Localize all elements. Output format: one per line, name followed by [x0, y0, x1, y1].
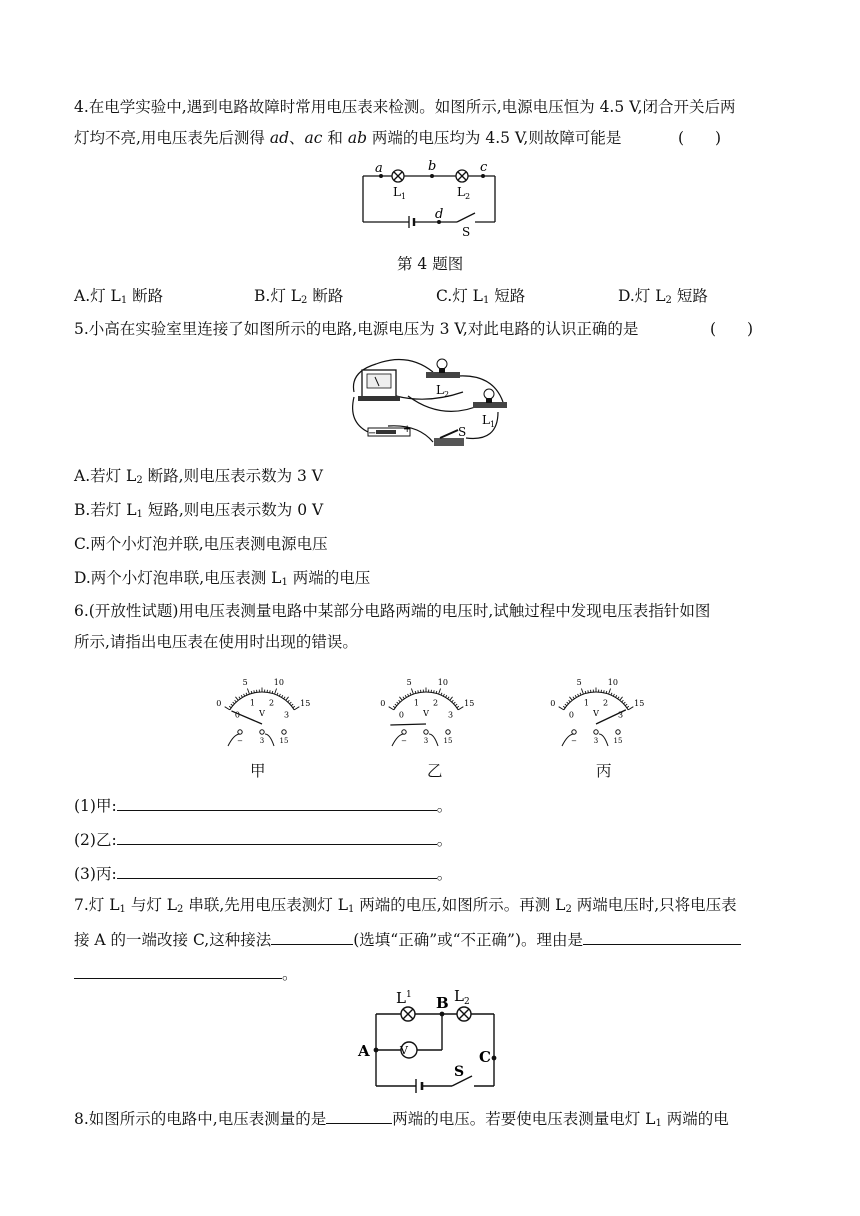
- dial-tick: [251, 691, 252, 693]
- q7-label-s: S: [454, 1064, 465, 1080]
- dial-tick: [270, 690, 271, 692]
- dial-tick: [585, 691, 586, 693]
- dial-tick: [235, 697, 238, 701]
- dial-tick: [405, 695, 406, 697]
- dial-label-inner: 0: [234, 710, 240, 720]
- dial-tick: [628, 707, 633, 710]
- q7-voltmeter-v: V: [400, 1044, 408, 1057]
- q4-option-c: C.灯 $L_1$ 短路: [436, 287, 526, 306]
- q6-caption-bing: 丙: [596, 762, 612, 780]
- terminal-label-3: 3: [423, 737, 429, 745]
- terminal-15: [282, 730, 286, 734]
- dial-tick: [277, 693, 278, 695]
- dial-tick: [244, 694, 245, 696]
- terminal-3: [260, 730, 264, 734]
- terminal-15: [616, 730, 620, 734]
- dial-tick: [272, 691, 273, 693]
- dial-label-inner: 3: [618, 710, 624, 720]
- dial-tick: [291, 704, 293, 706]
- q5-physical-circuit: [348, 352, 513, 454]
- dial-tick: [284, 697, 285, 699]
- dial-tick: [578, 694, 579, 696]
- q7-blank-reason-2[interactable]: [74, 962, 282, 979]
- terminal-label-minus: −: [237, 737, 243, 745]
- dial-tick: [254, 690, 255, 692]
- q4-sep: 、: [289, 129, 305, 147]
- terminal-15: [446, 730, 450, 734]
- dial-tick: [418, 690, 419, 692]
- q4-answer-paren: ( ): [678, 129, 722, 147]
- q4-circuit-diagram: [355, 158, 505, 238]
- terminal-3: [424, 730, 428, 734]
- dial-label-outer: 10: [437, 677, 448, 687]
- dial-tick: [567, 702, 569, 704]
- terminal-3: [594, 730, 598, 734]
- q4-label-s: S: [462, 225, 471, 239]
- dial-tick: [399, 700, 401, 702]
- dial-arc: [564, 692, 628, 710]
- dial-arc: [230, 692, 294, 710]
- q5-label-l1: $L_1$: [482, 413, 496, 429]
- dial-label-inner: 3: [448, 710, 454, 720]
- q6-blank-1[interactable]: [117, 794, 437, 811]
- dial-tick: [290, 702, 292, 704]
- dial-tick: [624, 702, 626, 704]
- q4-text-b: 两端的电压均为 4.5 V,则故障可能是: [367, 129, 622, 147]
- dial-tick: [441, 693, 442, 695]
- dial-tick: [606, 691, 607, 693]
- q4-ac: ac: [304, 129, 323, 147]
- dial-tick: [569, 697, 572, 701]
- dial-tick: [282, 695, 283, 697]
- dial-label-outer: 15: [634, 698, 645, 708]
- dial-label-outer: 15: [464, 698, 475, 708]
- dial-tick: [246, 693, 247, 695]
- voltmeter-device: [358, 370, 400, 401]
- q4-ab: ab: [347, 129, 367, 147]
- dial-tick: [618, 697, 619, 699]
- q7-stem-line2: 接 A 的一端改接 C,这种接法 (选填“正确”或“不正确”)。理由是: [74, 928, 741, 951]
- dial-arc: [394, 692, 458, 710]
- dial-tick: [569, 700, 571, 702]
- dial-tick: [247, 688, 249, 694]
- dial-tick: [395, 704, 397, 706]
- dial-tick: [613, 694, 614, 696]
- dial-tick: [233, 702, 235, 704]
- dial-label-outer: 5: [242, 677, 248, 687]
- dial-tick: [410, 693, 411, 695]
- dial-tick: [231, 704, 233, 706]
- q4-caption: 第 4 题图: [397, 255, 464, 273]
- q4-ad: ad: [269, 129, 290, 147]
- dial-needle: [390, 724, 426, 725]
- voltmeter-bing: [540, 668, 652, 748]
- dial-tick: [275, 688, 277, 694]
- q6-answer-1: (1)甲: 。: [74, 794, 452, 817]
- dial-label-outer: 0: [216, 698, 222, 708]
- q6-stem-line2: 所示,请指出电压表在使用时出现的错误。: [74, 633, 358, 651]
- dial-tick: [288, 700, 290, 702]
- dial-unit: V: [593, 709, 599, 718]
- dial-tick: [411, 688, 413, 694]
- q4-option-b: B.灯 $L_2$ 断路: [254, 287, 344, 306]
- q5-label-l2: $L_2$: [436, 383, 450, 399]
- terminal-label-minus: −: [401, 737, 407, 745]
- q7-circuit-diagram: [358, 988, 508, 1092]
- dial-label-outer: 5: [576, 677, 582, 687]
- q6-blank-2[interactable]: [117, 828, 437, 845]
- dial-tick: [399, 697, 402, 701]
- terminal-label-15: 15: [443, 737, 453, 745]
- dial-label-outer: 10: [273, 677, 284, 687]
- dial-unit: V: [423, 709, 429, 718]
- dial-tick: [397, 702, 399, 704]
- dial-tick: [559, 707, 564, 710]
- q7-stem-line1: 7.灯 $L_1$ 与灯 $L_2$ 串联,先用电压表测灯 $L_1$ 两端的电压,如图所示。再测 $L_2$ 两端电压时,只将电压表: [74, 896, 737, 915]
- q5-option-a: A.若灯 $L_2$ 断路,则电压表示数为 3 V: [74, 467, 323, 486]
- q5-battery-plus: +: [403, 424, 412, 435]
- dial-tick: [448, 697, 449, 699]
- dial-tick: [625, 704, 627, 706]
- dial-tick: [450, 697, 453, 701]
- q4-label-d: d: [435, 207, 444, 222]
- dial-tick: [581, 688, 583, 694]
- dial-tick: [563, 706, 565, 707]
- q4-option-a: A.灯 $L_1$ 断路: [74, 287, 164, 306]
- dial-tick: [235, 700, 237, 702]
- dial-tick: [286, 697, 289, 701]
- q4-stem-line1: 4.在电学实验中,遇到电路故障时常用电压表来检测。如图所示,电源电压恒为 4.5 V,闭合开关后两: [74, 98, 736, 116]
- q5-option-d: D.两个小灯泡串联,电压表测 $L_1$ 两端的电压: [74, 569, 371, 588]
- dial-tick: [458, 707, 463, 710]
- lead-wire-right: [599, 734, 608, 746]
- dial-tick: [436, 691, 437, 693]
- q7-label-a: A: [358, 1042, 370, 1060]
- dial-tick: [588, 690, 589, 692]
- dial-tick: [455, 704, 457, 706]
- dial-label-outer: 15: [300, 698, 311, 708]
- dial-label-inner: 0: [398, 710, 404, 720]
- q8-stem-line1: 8.如图所示的电路中,电压表测量的是 两端的电压。若要使电压表测量电灯 $L_1$ 两端的电: [74, 1107, 729, 1130]
- dial-tick: [452, 700, 454, 702]
- dial-label-outer: 0: [380, 698, 386, 708]
- terminal-label-minus: −: [571, 737, 577, 745]
- voltmeter-yi: [370, 668, 482, 748]
- dial-tick: [575, 695, 576, 697]
- dial-label-inner: 2: [269, 698, 275, 708]
- q4-label-c: c: [480, 160, 488, 175]
- q5-answer-paren: ( ): [710, 320, 754, 338]
- dial-label-inner: 1: [583, 698, 589, 708]
- dial-tick: [408, 694, 409, 696]
- dial-tick: [225, 707, 230, 710]
- q6-blank-3[interactable]: [117, 862, 437, 879]
- q4-and: 和: [322, 129, 348, 147]
- q8-blank-1[interactable]: [326, 1107, 392, 1124]
- dial-tick: [609, 688, 611, 694]
- dial-tick: [241, 695, 242, 697]
- dial-tick: [457, 706, 459, 707]
- dial-tick: [393, 706, 395, 707]
- dial-label-inner: 2: [433, 698, 439, 708]
- dial-label-inner: 1: [413, 698, 419, 708]
- q6-caption-jia: 甲: [250, 762, 266, 780]
- dial-tick: [573, 697, 574, 699]
- q7-label-b: B: [436, 994, 449, 1012]
- dial-tick: [446, 695, 447, 697]
- q5-option-b: B.若灯 $L_1$ 短路,则电压表示数为 0 V: [74, 501, 324, 520]
- q5-battery-minus: −: [368, 428, 377, 439]
- q7-blank-reason-1[interactable]: [583, 928, 741, 945]
- dial-tick: [415, 691, 416, 693]
- dial-tick: [565, 704, 567, 706]
- dial-label-inner: 2: [603, 698, 609, 708]
- dial-label-inner: 1: [249, 698, 255, 708]
- dial-label-outer: 0: [550, 698, 556, 708]
- q4-label-a: a: [375, 161, 383, 176]
- dial-label-outer: 5: [406, 677, 412, 687]
- voltmeter-jia: [206, 668, 318, 748]
- q5-option-c: C.两个小灯泡并联,电压表测电源电压: [74, 535, 328, 553]
- dial-tick: [622, 700, 624, 702]
- terminal-label-3: 3: [259, 737, 265, 745]
- dial-tick: [443, 694, 444, 696]
- q4-stem-line2: [74, 127, 621, 149]
- dial-tick: [620, 697, 623, 701]
- dial-label-outer: 10: [607, 677, 618, 687]
- lamp-l2-holder: [426, 359, 460, 378]
- q7-label-c: C: [479, 1048, 491, 1066]
- dial-tick: [389, 707, 394, 710]
- q5-label-s: S: [458, 425, 467, 439]
- dial-tick: [611, 693, 612, 695]
- dial-tick: [293, 706, 295, 707]
- dial-tick: [604, 690, 605, 692]
- dial-label-inner: 3: [284, 710, 290, 720]
- q4-label-b: b: [428, 159, 437, 174]
- dial-tick: [403, 697, 404, 699]
- terminal-label-15: 15: [613, 737, 623, 745]
- q7-blank-correct[interactable]: [271, 928, 353, 945]
- dial-unit: V: [259, 709, 265, 718]
- q7-label-l2: $L_2$: [454, 987, 470, 1007]
- dial-tick: [616, 695, 617, 697]
- dial-tick: [229, 706, 231, 707]
- dial-tick: [580, 693, 581, 695]
- q6-answer-3: (3)丙: 。: [74, 862, 452, 885]
- dial-tick: [294, 707, 299, 710]
- q4-label-l2: $L_2$: [457, 185, 471, 201]
- lead-wire-right: [429, 734, 438, 746]
- dial-tick: [239, 697, 240, 699]
- q6-stem-line1: 6.(开放性试题)用电压表测量电路中某部分电路两端的电压时,试触过程中发现电压表指针如图: [74, 602, 711, 620]
- terminal-label-3: 3: [593, 737, 599, 745]
- dial-tick: [439, 688, 441, 694]
- dial-label-inner: 0: [568, 710, 574, 720]
- dial-tick: [434, 690, 435, 692]
- terminal-label-15: 15: [279, 737, 289, 745]
- dial-tick: [279, 694, 280, 696]
- q5-stem: 5.小高在实验室里连接了如图所示的电路,电源电压为 3 V,对此电路的认识正确的是: [74, 320, 639, 338]
- q6-answer-2: (2)乙: 。: [74, 828, 452, 851]
- q4-text: 灯均不亮,用电压表先后测得: [74, 129, 270, 147]
- dial-tick: [627, 706, 629, 707]
- q4-label-l1: $L_1$: [393, 185, 407, 201]
- lead-wire-right: [265, 734, 274, 746]
- q4-option-d: D.灯 $L_2$ 短路: [618, 287, 708, 306]
- q6-caption-yi: 乙: [427, 762, 443, 780]
- q7-stem-line3: 。: [74, 962, 298, 985]
- q7-label-l1: $L^1$: [396, 989, 412, 1007]
- dial-tick: [454, 702, 456, 704]
